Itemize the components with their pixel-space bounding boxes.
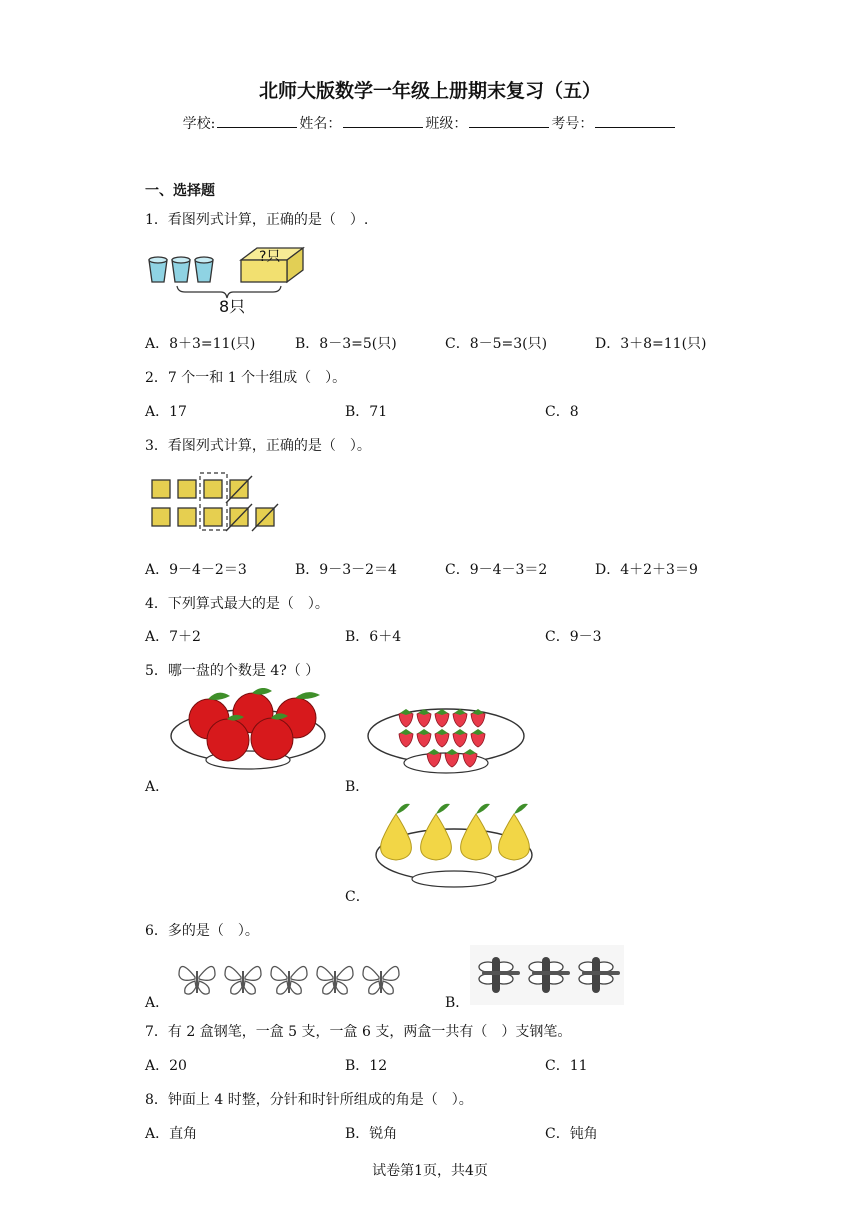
q1-option-c[interactable]: C．8－5=3(只) <box>445 336 548 352</box>
q6-option-b[interactable]: B． <box>445 995 470 1011</box>
pear-icon <box>499 804 530 860</box>
class-label: 班级： <box>425 116 468 132</box>
cup-icon <box>195 257 213 282</box>
q3-option-c[interactable]: C．9－4－3＝2 <box>445 562 548 578</box>
butterflies-image <box>172 955 412 1005</box>
question-5: 5．哪一盘的个数是 4?（ ） <box>145 663 320 679</box>
pear-icon <box>381 804 412 860</box>
school-label: 学校: <box>182 116 216 132</box>
q8-option-b[interactable]: B．锐角 <box>345 1126 398 1142</box>
school-blank <box>217 114 297 128</box>
q7-option-b[interactable]: B．12 <box>345 1058 388 1074</box>
q3-squares-figure <box>148 470 288 532</box>
page-footer: 试卷第1页，共4页 <box>372 1163 488 1179</box>
butterfly-row <box>179 966 399 994</box>
q2-option-a[interactable]: A．17 <box>145 404 187 420</box>
total-count-label: 8只 <box>219 297 246 316</box>
q1-option-b[interactable]: B．8－3=5(只) <box>295 336 397 352</box>
dragonflies-image <box>470 945 624 1005</box>
question-2: 2．7 个一和 1 个十组成（ ）。 <box>145 370 347 386</box>
question-4: 4．下列算式最大的是（ ）。 <box>145 596 329 612</box>
q4-option-a[interactable]: A．7＋2 <box>145 629 201 645</box>
question-6: 6．多的是（ ）。 <box>145 923 259 939</box>
class-blank <box>469 114 549 128</box>
question-8: 8．钟面上 4 时整，分针和时针所组成的角是（ ）。 <box>145 1092 473 1108</box>
q8-option-c[interactable]: C．钝角 <box>545 1126 598 1142</box>
q5-option-a[interactable]: A． <box>145 779 170 795</box>
strawberries-plate-image <box>366 700 531 778</box>
pear-icon <box>421 804 452 860</box>
cup-icon <box>172 257 190 282</box>
q3-option-a[interactable]: A．9－4－2＝3 <box>145 562 247 578</box>
q5-option-b[interactable]: B． <box>345 779 370 795</box>
q3-option-d[interactable]: D．4＋2＋3＝9 <box>595 562 698 578</box>
question-3: 3．看图列式计算，正确的是（ ）。 <box>145 438 371 454</box>
butterfly-icon <box>317 966 353 994</box>
q7-option-c[interactable]: C．11 <box>545 1058 588 1074</box>
q8-option-a[interactable]: A．直角 <box>145 1126 198 1142</box>
q4-option-b[interactable]: B．6＋4 <box>345 629 402 645</box>
q6-option-a[interactable]: A． <box>145 995 170 1011</box>
question-1: 1．看图列式计算，正确的是（ ）. <box>145 212 369 228</box>
apples-plate-image <box>168 688 333 776</box>
q4-option-c[interactable]: C．9－3 <box>545 629 602 645</box>
exam-no-blank <box>595 114 675 128</box>
q2-option-c[interactable]: C．8 <box>545 404 579 420</box>
question-7: 7．有 2 盒钢笔，一盒 5 支，一盒 6 支，两盒一共有（ ）支钢笔。 <box>145 1024 572 1040</box>
name-label: 姓名： <box>299 116 342 132</box>
name-blank <box>343 114 423 128</box>
q7-option-a[interactable]: A．20 <box>145 1058 187 1074</box>
q1-option-d[interactable]: D．3＋8=11(只) <box>595 336 707 352</box>
q3-option-b[interactable]: B．9－3－2＝4 <box>295 562 397 578</box>
exam-no-label: 考号： <box>551 116 594 132</box>
q2-option-b[interactable]: B．71 <box>345 404 388 420</box>
butterfly-icon <box>179 966 215 994</box>
butterfly-icon <box>363 966 399 994</box>
cup-icon <box>149 257 167 282</box>
q1-option-a[interactable]: A．8＋3=11(只) <box>145 336 256 352</box>
butterfly-icon <box>225 966 261 994</box>
section-heading: 一、选择题 <box>145 183 215 199</box>
q1-figure <box>145 244 310 316</box>
butterfly-icon <box>271 966 307 994</box>
student-info-line <box>0 113 860 133</box>
box-count-label: ?只 <box>259 249 281 265</box>
pear-icon <box>461 804 492 860</box>
q5-option-c[interactable]: C． <box>345 889 370 905</box>
page-title: 北师大版数学一年级上册期末复习（五） <box>258 80 601 102</box>
pears-plate-image <box>372 800 538 888</box>
